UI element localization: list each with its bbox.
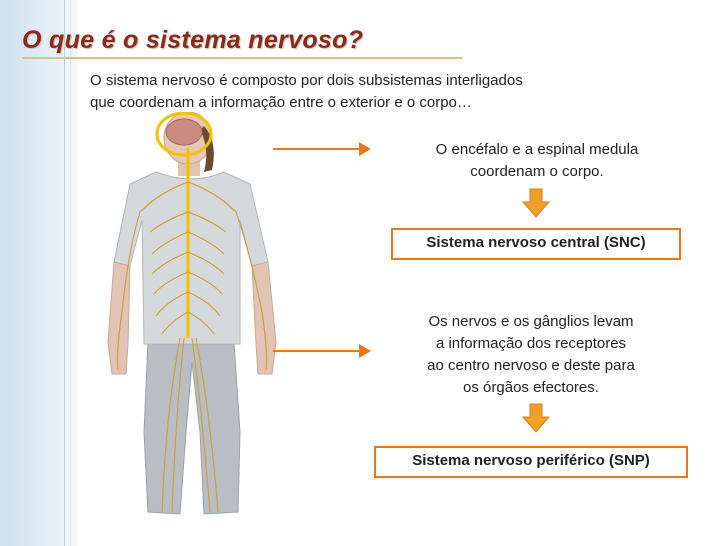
- left-decorative-band: [0, 0, 78, 546]
- intro-line-1: O sistema nervoso é composto por dois subsistemas interligados: [90, 72, 523, 89]
- cns-description: [400, 139, 674, 183]
- right-arm: [252, 262, 276, 374]
- torso-shirt: [114, 172, 268, 344]
- intro-line-2: que coordenam a informação entre o exterior e o corpo…: [90, 94, 472, 111]
- band-line-secondary: [70, 0, 71, 546]
- cns-label-box: Sistema nervoso central (SNC): [391, 228, 681, 260]
- slide-title: O que é o sistema nervoso?: [22, 26, 364, 54]
- cns-desc-line-2: coordenam o corpo.: [470, 163, 604, 180]
- snp-desc-line-3: ao centro nervoso e deste para: [427, 357, 635, 374]
- snp-description: [396, 311, 666, 399]
- snp-label-box: Sistema nervoso periférico (SNP): [374, 446, 688, 478]
- snp-desc-line-1: Os nervos e os gânglios levam: [428, 313, 634, 330]
- arrow-down-icon: [521, 188, 551, 218]
- brain: [166, 119, 202, 145]
- intro-text: [90, 70, 630, 114]
- legs: [144, 342, 240, 514]
- band-line: [64, 0, 65, 546]
- left-arm: [108, 262, 130, 374]
- cns-desc-line-1: O encéfalo e a espinal medula: [435, 141, 639, 158]
- arrow-down-icon: [521, 403, 551, 433]
- snp-desc-line-2: a informação dos receptores: [435, 335, 627, 352]
- nervous-system-illustration: [100, 112, 290, 522]
- arrow-right-icon: [273, 148, 369, 150]
- snp-desc-line-4: os órgãos efectores.: [463, 379, 599, 396]
- title-underline: [22, 57, 462, 59]
- arrow-right-icon: [273, 350, 369, 352]
